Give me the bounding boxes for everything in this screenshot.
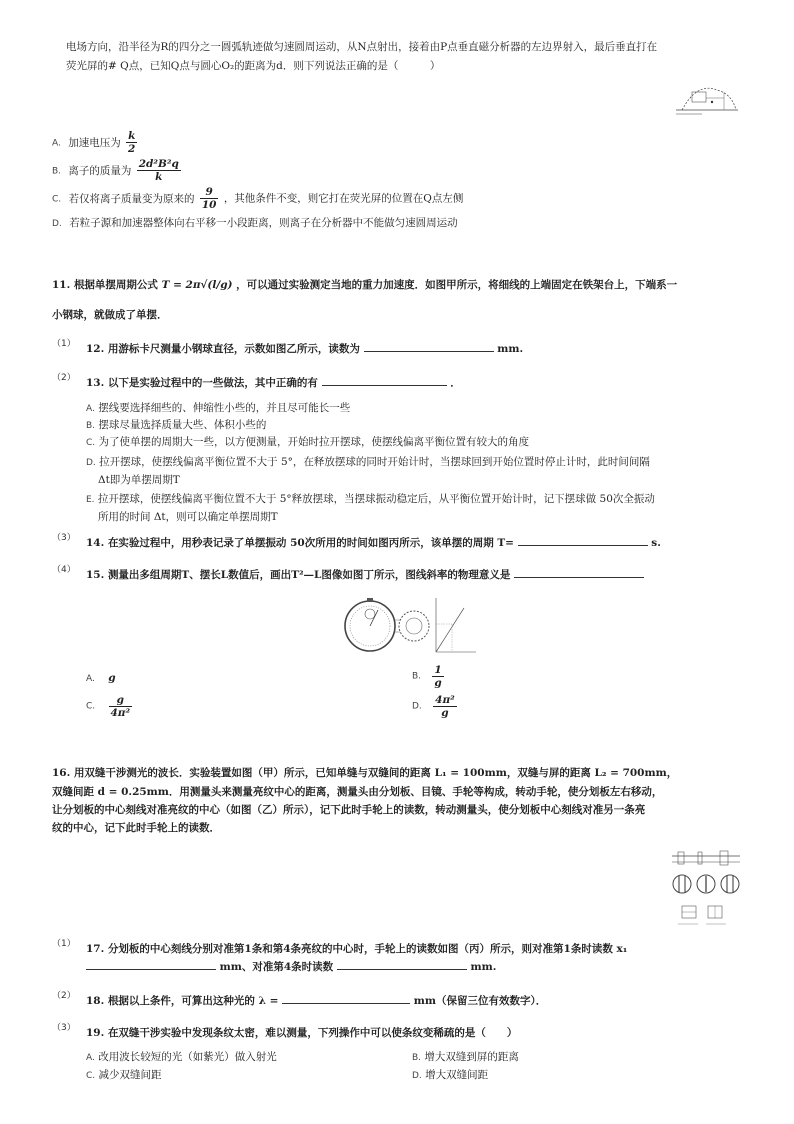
q14-stem: 14. 在实验过程中，用秒表记录了单摆振动 50次所用的时间如图丙所示，该单摆的周期 T= s.	[86, 534, 661, 552]
mass-spectrometer-figure	[672, 80, 742, 120]
q13-stem: 13. 以下是实验过程中的一些做法，其中正确的有 ．	[86, 374, 461, 392]
stopwatch-figure	[340, 596, 440, 656]
q15-option-c[interactable]: C. $\frac{g}{\text{4π²}}$	[86, 694, 131, 719]
q10-option-b[interactable]: B. 离子的质量为 $\frac{\text{2d²B²q}}{k}$	[52, 158, 179, 183]
q10-stem-line2: 荧光屏的# Q点，已知Q点与圆心O₂的距离为d．则下列说法正确的是（ ）	[66, 60, 441, 72]
q13-option-d[interactable]: D. 拉开摆球，使摆线偏离平衡位置不大于 5°，在释放摆球的同时开始计时，当摆球回到开始位置时停止计时，此时间间隔	[86, 456, 650, 468]
sub-question-marker: （3）	[52, 1023, 76, 1033]
q11-stem-line2: 小钢球，就做成了单摆．	[52, 309, 168, 321]
t-squared-l-graph	[430, 594, 480, 658]
q17-stem-line1: 17. 分划板的中心刻线分别对准第1条和第4条亮纹的中心时，手轮上的读数如图（丙）所示，则对准第1条时读数 x₁	[86, 943, 628, 955]
double-slit-apparatus-figure	[668, 846, 744, 930]
q13-option-b[interactable]: B. 摆球尽量选择质量大些、体积小些的	[86, 419, 267, 431]
q13-option-e[interactable]: E. 拉开摆球，使摆线偏离平衡位置不大于 5°释放摆球，当摆球振动稳定后，从平衡位置开始计时，记下摆球做 50次全振动	[86, 493, 655, 505]
q13-option-c[interactable]: C. 为了使单摆的周期大一些，以方便测量，开始时拉开摆球，使摆线偏离平衡位置有较大的角度	[86, 436, 529, 448]
q13-option-a[interactable]: A. 摆线要选择细些的、伸缩性小些的，并且尽可能长一些	[86, 402, 351, 414]
q15-stem: 15. 测量出多组周期T、摆长L数值后，画出T²—L图像如图丁所示，图线斜率的物理意义是	[86, 566, 644, 584]
q16-stem-line3: 让分划板的中心刻线对准亮纹的中心（如图（乙）所示），记下此时手轮上的读数，转动测量头，使分划板中心刻线对准另一条亮	[52, 804, 646, 816]
q19-option-a[interactable]: A. 改用波长较短的光（如紫光）做入射光	[86, 1051, 277, 1063]
q18-answer-blank[interactable]	[282, 992, 410, 1004]
q12-stem: 12. 用游标卡尺测量小钢球直径，示数如图乙所示，读数为 mm.	[86, 340, 523, 358]
q10-stem-line1: 电场方向，沿半径为R的四分之一圆弧轨迹做匀速圆周运动，从N点射出，接着由P点垂直磁分析器的左边界射入，最后垂直打在	[66, 41, 658, 53]
q10-option-d[interactable]: D. 若粒子源和加速器整体向右平移一小段距离，则离子在分析器中不能做匀速圆周运动	[52, 217, 458, 229]
q12-answer-blank[interactable]	[364, 340, 494, 352]
q15-answer-blank[interactable]	[514, 566, 644, 578]
q17-stem-line2: mm、对准第4条时读数 mm.	[86, 958, 496, 976]
q13-option-e-cont: 所用的时间 Δt，则可以确定单摆周期T	[98, 511, 278, 523]
sub-question-marker: （2）	[52, 373, 76, 383]
q15-option-a[interactable]: A. g	[86, 672, 116, 684]
sub-question-marker: （1）	[52, 339, 76, 349]
q11-stem-line1: 11. 根据单摆周期公式 T = 2π√(l/g) ，可以通过实验测定当地的重力加速度．如图甲所示，将细线的上端固定在铁架台上，下端系一	[52, 279, 678, 291]
q19-option-c[interactable]: C. 减少双缝间距	[86, 1069, 162, 1081]
q15-option-d[interactable]: D. $\frac{\text{4π²}}{g}$	[412, 694, 455, 719]
q17-answer-blank-2[interactable]	[337, 958, 467, 970]
q14-answer-blank[interactable]	[518, 534, 648, 546]
sub-question-marker: （2）	[52, 991, 76, 1001]
q13-option-d-cont: Δt即为单摆周期T	[98, 474, 180, 486]
sub-question-marker: （3）	[52, 533, 76, 543]
q15-option-b[interactable]: B. $\frac{1}{g}$	[412, 664, 442, 689]
q17-answer-blank-1[interactable]	[86, 958, 216, 970]
q19-stem: 19. 在双缝干涉实验中发现条纹太密，难以测量，下列操作中可以使条纹变稀疏的是（ ）	[86, 1027, 518, 1039]
pendulum-period-formula: T = 2π√(l/g)	[161, 279, 233, 291]
q19-option-d[interactable]: D. 增大双缝间距	[412, 1069, 489, 1081]
q16-stem-line4: 纹的中心，记下此时手轮上的读数．	[52, 822, 220, 834]
q18-stem: 18. 根据以上条件，可算出这种光的 λ = mm（保留三位有效数字）．	[86, 992, 546, 1010]
q10-option-c[interactable]: C. 若仅将离子质量变为原来的 $\frac{9}{10}$ ，其他条件不变，则它打在荧光屏的位置在Q点左侧	[52, 186, 464, 211]
q16-stem-line2: 双缝间距 d = 0.25mm．用测量头来测量亮纹中心的距离，测量头由分划板、目镜、手轮等构成，转动手轮，使分划板左右移动，	[52, 786, 663, 798]
q16-stem-line1: 16. 用双缝干涉测光的波长．实验装置如图（甲）所示，已知单缝与双缝间的距离 L₁ = 100mm，双缝与屏的距离 L₂ = 700mm，	[52, 767, 678, 779]
q10-option-a[interactable]: A. 加速电压为 $\frac{k}{2}$	[52, 130, 136, 155]
sub-question-marker: （4）	[52, 565, 76, 575]
sub-question-marker: （1）	[52, 939, 76, 949]
q19-option-b[interactable]: B. 增大双缝到屏的距离	[412, 1051, 519, 1063]
q13-answer-blank[interactable]	[322, 374, 447, 386]
